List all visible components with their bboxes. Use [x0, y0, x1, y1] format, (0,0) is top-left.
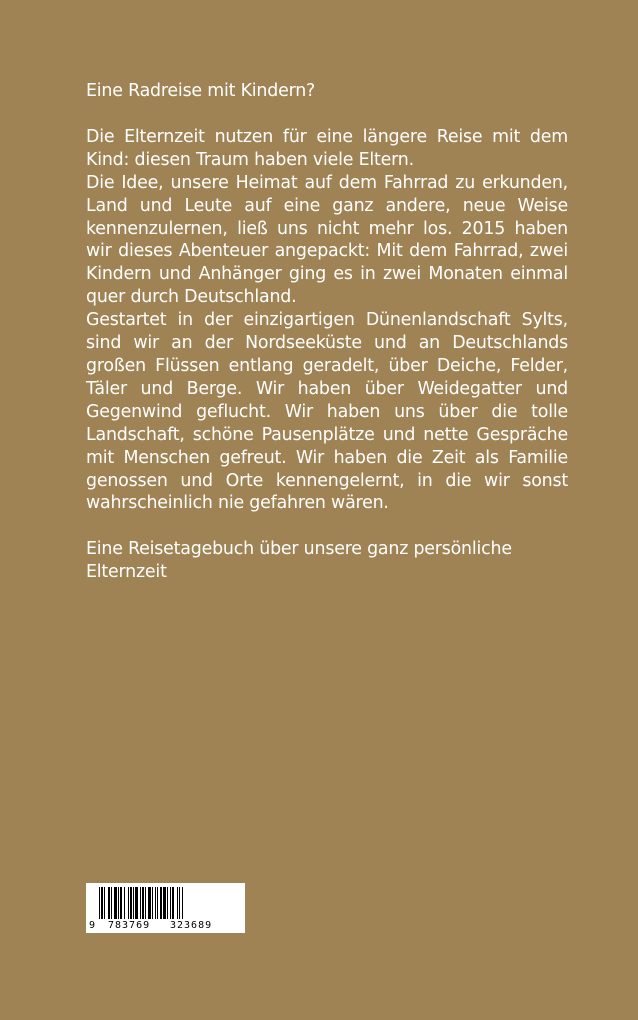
barcode-bar: [167, 887, 168, 919]
blurb-paragraph-3: Gestartet in der einzigartigen Dünenlandschaft Sylts, sind wir an der Nordseeküste und an Deutschlands großen Flüssen entlang geradelt, über Deiche, Felder, Täler und Berge. Wir haben über Weidegatter und Gegenwind geflucht. Wir haben uns über die tolle Landschaft, schöne Pausenplätze und nette Gespräche mit Menschen gefreut. Wir haben die Zeit als Familie genossen und Orte kennengelernt, in die wir sonst wahrscheinlich nie gefahren wären.: [86, 310, 568, 514]
spacer: [86, 103, 568, 126]
barcode-bar: [177, 887, 178, 919]
isbn-barcode: [86, 883, 245, 933]
barcode-digits-right: 323689: [170, 920, 213, 931]
barcode-bar: [172, 887, 174, 919]
spacer: [86, 515, 568, 538]
barcode-bar: [133, 887, 134, 919]
barcode-bar: [160, 887, 162, 919]
barcode-digit-first: 9: [89, 920, 96, 931]
barcode-bar: [124, 887, 125, 919]
barcode-graphic: [86, 883, 245, 933]
barcode-bar: [101, 887, 103, 919]
barcode-bar: [142, 887, 144, 919]
barcode-bar: [157, 887, 158, 919]
barcode-bar: [128, 887, 129, 919]
barcode-bar: [104, 887, 105, 919]
barcode-bar: [120, 887, 122, 919]
barcode-bar: [179, 887, 180, 919]
blurb-paragraph-2: Die Idee, unsere Heimat auf dem Fahrrad zu erkunden, Land und Leute auf eine ganz andere, neue Weise kennenzulernen, ließ uns nicht mehr los. 2015 haben wir dieses Abenteuer angepackt: Mit dem Fahrrad, zwei Kindern und Anhänger ging es in zwei Monaten einmal quer durch Deutschland.: [86, 172, 568, 308]
barcode-bar: [155, 887, 156, 919]
barcode-bar: [135, 887, 138, 919]
back-cover-text: [86, 80, 568, 584]
barcode-bar: [140, 887, 141, 919]
barcode-bar: [99, 887, 100, 919]
barcode-bar: [111, 887, 112, 919]
barcode-bar: [148, 887, 151, 919]
barcode-digits-left: 783769: [108, 920, 151, 931]
blurb-closing: Eine Reisetagebuch über unsere ganz persönliche Elternzeit: [86, 539, 512, 583]
barcode-bar: [118, 887, 119, 919]
barcode-bar: [152, 887, 153, 919]
barcode-bar: [163, 887, 166, 919]
barcode-bars: [99, 887, 183, 919]
blurb-paragraph-1: Die Elternzeit nutzen für eine längere Reise mit dem Kind: diesen Traum haben viele Eltern.: [86, 126, 568, 170]
barcode-bar: [114, 887, 117, 919]
barcode-bar: [145, 887, 146, 919]
barcode-bar: [170, 887, 171, 919]
barcode-bar: [182, 887, 183, 919]
barcode-bar: [108, 887, 110, 919]
barcode-bar: [130, 887, 132, 919]
blurb-heading: Eine Radreise mit Kindern?: [86, 81, 316, 101]
